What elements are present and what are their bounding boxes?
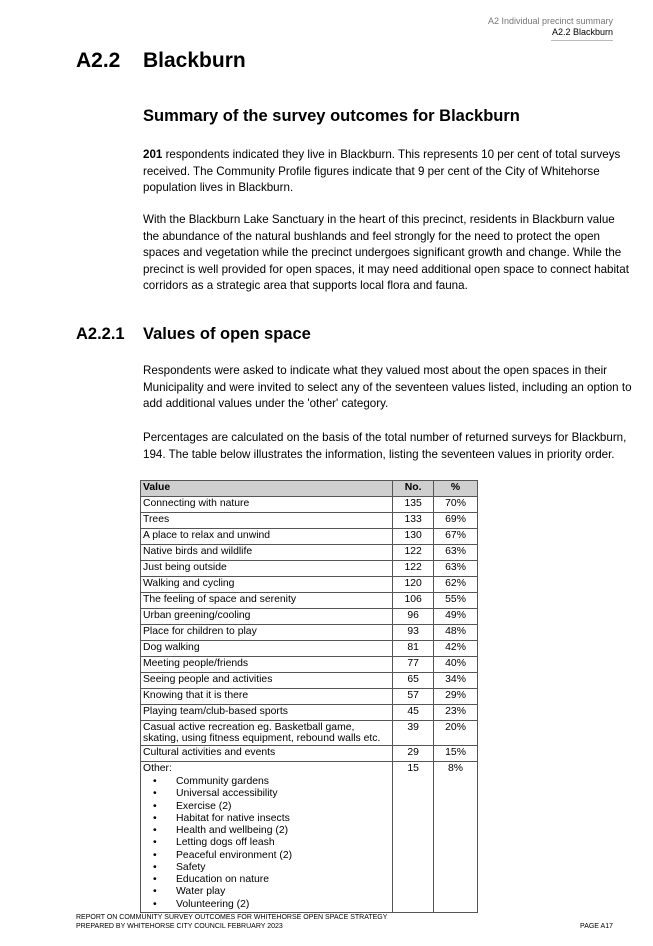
row-no: 45 xyxy=(393,705,434,721)
row-value: Just being outside xyxy=(141,561,393,577)
table-row xyxy=(141,721,478,746)
row-value: Dog walking xyxy=(141,641,393,657)
summary-paragraph-2: With the Blackburn Lake Sanctuary in the heart of this precinct, residents in Blackburn value the abundance of the natural bushlands and feel strongly for the need to protect the open spaces and vegetation while the precinct undergoes significant growth and change. While the precinct is well provided for open spaces, it may need additional open space to connect habitat corridors as a strategic area that supports local flora and fauna. xyxy=(143,213,629,292)
row-pct: 23% xyxy=(434,705,478,721)
row-no: 96 xyxy=(393,609,434,625)
list-item: • Letting dogs off leash xyxy=(143,837,390,849)
running-header-chapter: A2 Individual precinct summary xyxy=(487,16,613,26)
list-item: • Education on nature xyxy=(143,874,390,886)
row-pct: 15% xyxy=(434,746,478,762)
list-item: • Peaceful environment (2) xyxy=(143,850,390,862)
table-row xyxy=(141,673,478,689)
row-pct: 49% xyxy=(434,609,478,625)
table-row xyxy=(141,609,478,625)
table-row xyxy=(141,746,478,762)
list-item: • Habitat for native insects xyxy=(143,813,390,825)
row-pct: 67% xyxy=(434,529,478,545)
table-row xyxy=(141,593,478,609)
row-pct: 20% xyxy=(434,721,478,746)
row-no: 57 xyxy=(393,689,434,705)
table-row-other xyxy=(141,762,478,913)
row-no: 81 xyxy=(393,641,434,657)
row-pct: 63% xyxy=(434,545,478,561)
row-value: Native birds and wildlife xyxy=(141,545,393,561)
row-pct: 69% xyxy=(434,513,478,529)
table-row xyxy=(141,497,478,513)
footer-report-info xyxy=(76,913,387,931)
table-row xyxy=(141,641,478,657)
row-value: Casual active recreation eg. Basketball game, skating, using fitness equipment, rebound walls etc. xyxy=(141,721,393,746)
footer-report-title: REPORT ON COMMUNITY SURVEY OUTCOMES FOR WHITEHORSE OPEN SPACE STRATEGY xyxy=(76,914,388,921)
table-row xyxy=(141,529,478,545)
row-no: 93 xyxy=(393,625,434,641)
row-pct: 42% xyxy=(434,641,478,657)
row-value: A place to relax and unwind xyxy=(141,529,393,545)
list-item: • Volunteering (2) xyxy=(143,899,390,911)
row-no: 122 xyxy=(393,561,434,577)
list-item: • Water play xyxy=(143,886,390,898)
subsection-title: Values of open space xyxy=(143,325,311,343)
page-number: PAGE A17 xyxy=(580,923,613,930)
values-table xyxy=(140,480,478,913)
running-header xyxy=(488,16,613,38)
section-title: Blackburn xyxy=(143,49,246,72)
row-value: Urban greening/cooling xyxy=(141,609,393,625)
row-no: 106 xyxy=(393,593,434,609)
row-pct: 48% xyxy=(434,625,478,641)
section-number: A2.2 xyxy=(76,49,121,72)
values-paragraph-2: Percentages are calculated on the basis of the total number of returned surveys for Blackburn, 194. The table below illustrates the information, listing the seventeen values in priority order. xyxy=(143,431,627,461)
row-value: Playing team/club-based sports xyxy=(141,705,393,721)
row-no: 65 xyxy=(393,673,434,689)
row-pct: 62% xyxy=(434,577,478,593)
list-item: • Universal accessibility xyxy=(143,788,390,800)
row-value: Cultural activities and events xyxy=(141,746,393,762)
row-value: Place for children to play xyxy=(141,625,393,641)
row-no: 77 xyxy=(393,657,434,673)
row-value: Trees xyxy=(141,513,393,529)
row-no: 39 xyxy=(393,721,434,746)
table-row xyxy=(141,657,478,673)
row-no: 122 xyxy=(393,545,434,561)
other-no: 15 xyxy=(393,762,434,913)
row-pct: 70% xyxy=(434,497,478,513)
other-list xyxy=(143,776,390,911)
row-value: Meeting people/friends xyxy=(141,657,393,673)
table-row xyxy=(141,545,478,561)
footer-prepared-by: PREPARED BY WHITEHORSE CITY COUNCIL FEBRUARY 2023 xyxy=(76,923,283,930)
subsection-number: A2.2.1 xyxy=(76,325,125,343)
row-pct: 40% xyxy=(434,657,478,673)
row-no: 120 xyxy=(393,577,434,593)
list-item: • Health and wellbeing (2) xyxy=(143,825,390,837)
list-item: • Safety xyxy=(143,862,390,874)
values-paragraph-1: Respondents were asked to indicate what they valued most about the open spaces in their Municipality and were invited to select any of the seventeen values listed, including an option to add additional values under the 'other' category. xyxy=(143,364,632,410)
table-row xyxy=(141,577,478,593)
summary-heading: Summary of the survey outcomes for Blackburn xyxy=(143,107,520,125)
table-row xyxy=(141,689,478,705)
row-no: 135 xyxy=(393,497,434,513)
list-item: • Community gardens xyxy=(143,776,390,788)
row-value: Connecting with nature xyxy=(141,497,393,513)
row-pct: 34% xyxy=(434,673,478,689)
table-row xyxy=(141,625,478,641)
header-pct: % xyxy=(434,481,478,497)
row-pct: 55% xyxy=(434,593,478,609)
row-value: Knowing that it is there xyxy=(141,689,393,705)
row-value: Seeing people and activities xyxy=(141,673,393,689)
header-no: No. xyxy=(393,481,434,497)
row-value: Walking and cycling xyxy=(141,577,393,593)
row-pct: 29% xyxy=(434,689,478,705)
running-header-section: A2.2 Blackburn xyxy=(551,27,613,37)
row-no: 29 xyxy=(393,746,434,762)
other-pct: 8% xyxy=(434,762,478,913)
other-label: Other: xyxy=(143,763,172,774)
table-row xyxy=(141,513,478,529)
other-cell xyxy=(141,762,393,913)
row-pct: 63% xyxy=(434,561,478,577)
summary-paragraph-1 xyxy=(143,147,633,197)
running-header-rule xyxy=(551,40,613,41)
row-no: 130 xyxy=(393,529,434,545)
list-item: • Exercise (2) xyxy=(143,801,390,813)
summary-paragraph-1-text: respondents indicated they live in Blackburn. This represents 10 per cent of total surveys received. The Community Profile figures indicate that 9 per cent of the City of Whitehorse population lives in Blackburn. xyxy=(143,148,621,194)
row-no: 133 xyxy=(393,513,434,529)
respondent-count: 201 xyxy=(143,148,163,161)
row-value: The feeling of space and serenity xyxy=(141,593,393,609)
table-header-row xyxy=(141,481,478,497)
table-row xyxy=(141,705,478,721)
header-value: Value xyxy=(141,481,393,497)
table-row xyxy=(141,561,478,577)
